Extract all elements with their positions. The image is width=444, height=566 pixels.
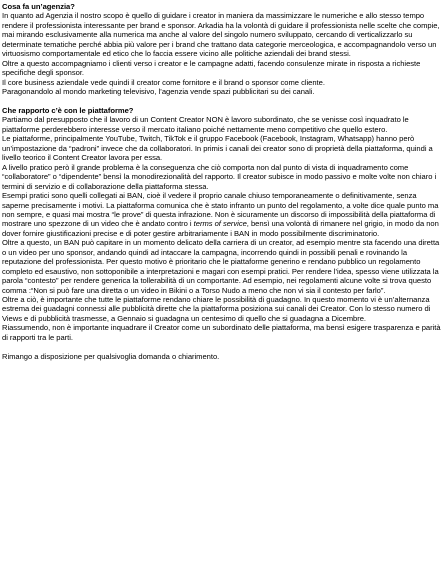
paragraph: Oltre a ciò, è importante che tutte le piattaforme rendano chiare le possibilità di guadagno. In questo momento vi è un’alternanza estrema dei guadagni connessi alle pubblicità dirette che la piattaforma posiziona sui canali dei Creator. Con lo stesso numero di Views e di pubblicità trasmesse, a Gennaio si guadagna un centesimo di quello che si guadagna a Dicembre. bbox=[2, 295, 431, 323]
paragraph: A livello pratico però il grande problema è la conseguenza che ciò comporta non dal punto di vista di inquadramento come “collaboratore” o “dipendente” bensì la monodirezionalità del rapporto. Il creator subisce in modo passivo e molte volte non chiaro i termini di servizio e di collaborazione della piattaforma stessa. bbox=[2, 162, 437, 191]
paragraph: Oltre a questo accompagniamo i clienti verso i creator e le campagne adatti, facendo consulenze mirate in risposta a richieste specifiche degli sponsor. bbox=[2, 58, 421, 78]
paragraph: Il core business aziendale vede quindi il creator come fornitore e il brand o sponsor come cliente. bbox=[2, 77, 325, 87]
paragraph: Riassumendo, non è importante inquadrare il Creator come un subordinato delle piattaforma, ma bensì esigere trasparenza e parità di rapporti tra le parti. bbox=[2, 323, 441, 342]
paragraph: Oltre a questo, un BAN può capitare in un momento delicato della carriera di un creator, ad esempio mentre sta facendo una diretta o un video per uno sponsor, andando quindi ad intaccare la campagna, incorrendo quindi in possibili penali e rovinando la reputazione del professionista. Per questo motivo è prioritario che le piattaforme generino e rendano pubblico un regolamento completo ed esaustivo, non sottoponibile a interpretazioni e magari con esempi pratici. Per rendere l’idea, spesso viene utilizzata la parola “contesto” per rendere generica la tollerabilità di un comportante. Ad esempio, nei regolamenti alcune volte si trova questo comma :“Non si può fare una diretta o un video in Bikini o a Torso Nudo a meno che non vi sia il contesto per farlo”. bbox=[2, 238, 440, 295]
paragraph: Le piattaforme, principalmente YouTube, Twitch, TikTok e il gruppo Facebook (Facebook, Instagram, Whatsapp) hanno però un’impostazione da “padroni” invece che da collaboratori. In primis i canali dei creator sono di proprietà della piattaforma, quindi a livello teorico il Content Creator lavora per essa. bbox=[2, 134, 433, 163]
paragraph: In quanto ad Agenzia il nostro scopo è quello di guidare i creator in maniera da massimizzare le numeriche e allo stesso tempo rendere il professionista interessante per brand e sponsor. Arkadia ha la volontà di guidare il professionista nelle scelte che compie, mai mirando esclusivamente alla numerica ma anche al valore del singolo numero sviluppato, cercando di verticalizzarlo su determinate tematiche perché abbia più valore per i brand che trattano data categorie merceologica, e accompagnandolo verso un virtuosismo comportamentale ed etico che lo faccia essere vicino alle politiche aziendali dei brand stessi. bbox=[2, 11, 440, 59]
paragraph-text: , bensì una volontà di rimanere nel grigio, in modo da non dover fornire giustificazioni precise e di poter gestire arbitrariamente i BAN in modo possibilmente discriminatorio. bbox=[2, 219, 439, 238]
spacer bbox=[2, 342, 442, 351]
spacer bbox=[2, 97, 442, 106]
section-title-agency: Cosa fa un’agenzia? bbox=[2, 2, 75, 11]
paragraph: Paragonandolo al mondo marketing televisivo, l’agenzia vende spazi pubblicitari su dei canali. bbox=[2, 87, 315, 97]
section-title-platforms: Che rapporto c’è con le piattaforme? bbox=[2, 105, 134, 115]
paragraph-text: Esempi pratici sono quelli collegati ai BAN, cioè il vedere il proprio canale chiuso temporaneamente o definitivamente, senza saperne precisamente i motivi. La piattaforma comunica che è stato infranto un punto del regolamento, a volte dice quale punto ma non sempre, e quasi mai mostra “le prove” di questa infrazione. Non è sicuramente un discorso di impossibilità della piattaforma di mostrare uno spezzone di un video che è andato contro i bbox=[2, 191, 439, 229]
paragraph-ban bbox=[2, 191, 442, 238]
closing-line: Rimango a disposizione per qualsivoglia domanda o chiarimento. bbox=[2, 351, 220, 361]
paragraph: Partiamo dal presupposto che il lavoro di un Content Creator NON è lavoro subordinato, che se venisse così inquadrato le piattaforme perderebbero interesse verso il mercato italiano poiché nettamente meno competitivo che quello estero. bbox=[2, 115, 409, 134]
terms-of-service-emphasis: terms of service bbox=[193, 219, 247, 229]
